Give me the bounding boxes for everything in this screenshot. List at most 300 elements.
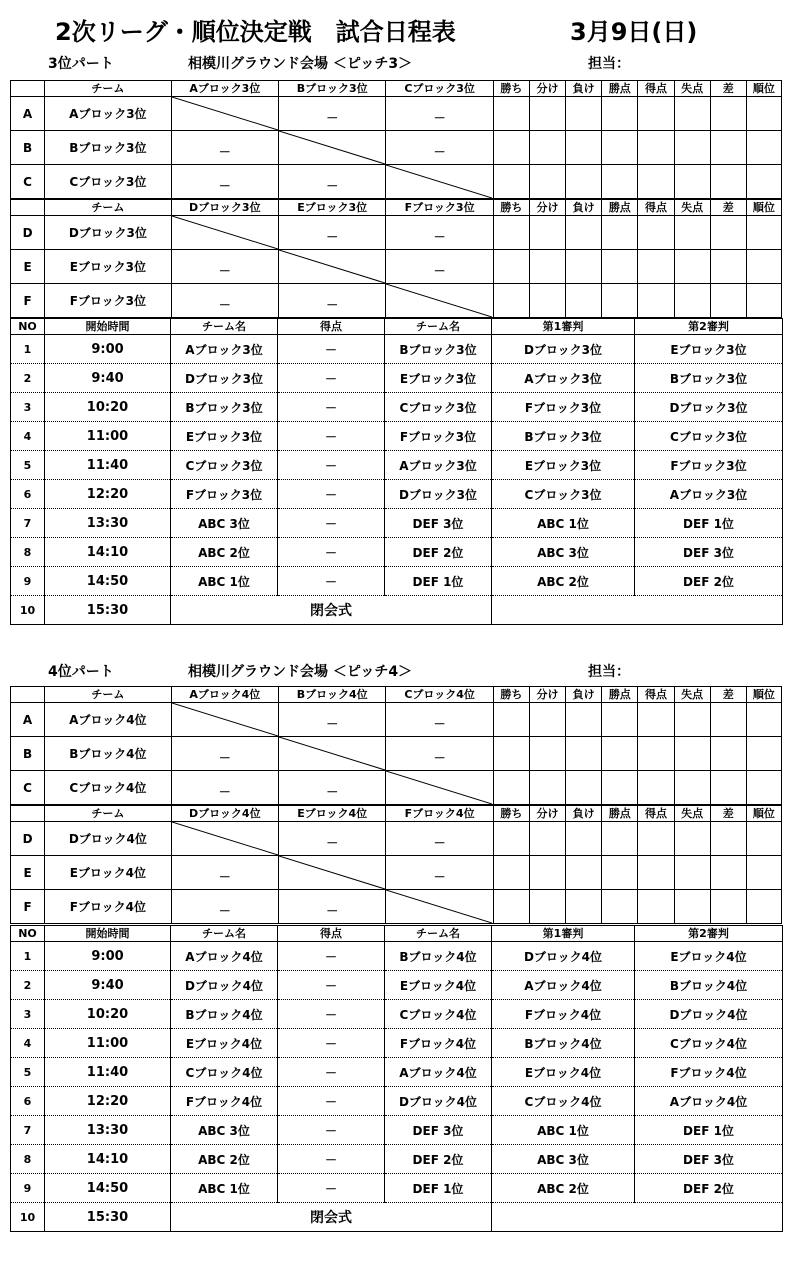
match-score: － (278, 942, 385, 971)
stat-cell (674, 250, 710, 284)
row-team: Eブロック4位 (45, 856, 171, 890)
result-cell: － (386, 703, 493, 737)
header-no: NO (11, 319, 45, 335)
league-row (11, 703, 782, 737)
match-score: － (278, 364, 385, 393)
header-ga: 失点 (674, 806, 710, 822)
match-row (11, 1145, 783, 1174)
match-score: － (278, 567, 385, 596)
match-row (11, 451, 783, 480)
header-time: 開始時間 (45, 319, 171, 335)
match-team2: DEF 2位 (385, 538, 492, 567)
stat-cell (746, 97, 781, 131)
result-cell: － (386, 737, 493, 771)
match-ref2: Aブロック4位 (635, 1087, 783, 1116)
match-ref2: Aブロック3位 (635, 480, 783, 509)
result-cell: － (279, 703, 386, 737)
stat-cell (493, 856, 529, 890)
row-team: Dブロック3位 (45, 216, 171, 250)
header-draws: 分け (529, 687, 565, 703)
header-ref2: 第2審判 (635, 926, 783, 942)
stat-cell (710, 856, 746, 890)
header-blank (11, 200, 45, 216)
match-no: 5 (11, 1058, 45, 1087)
self-match-cell (279, 250, 386, 284)
stat-cell (602, 822, 638, 856)
header-no: NO (11, 926, 45, 942)
stat-cell (746, 216, 781, 250)
stat-cell (566, 703, 602, 737)
match-no: 7 (11, 509, 45, 538)
match-row (11, 1087, 783, 1116)
closing-no: 10 (11, 596, 45, 625)
header-opponent: Dブロック4位 (171, 806, 278, 822)
result-cell: － (386, 216, 493, 250)
header-team: チーム (45, 81, 171, 97)
header-opponent: Bブロック3位 (279, 81, 386, 97)
closing-row (11, 1203, 783, 1232)
match-time: 11:40 (45, 451, 171, 480)
header-points: 勝点 (602, 687, 638, 703)
row-label: D (11, 216, 45, 250)
stat-cell (746, 856, 781, 890)
header-opponent: Fブロック4位 (386, 806, 493, 822)
closing-ceremony: 閉会式 (171, 1203, 492, 1232)
match-ref1: Fブロック4位 (492, 1000, 635, 1029)
stat-cell (674, 771, 710, 805)
stat-cell (602, 284, 638, 318)
header-draws: 分け (529, 806, 565, 822)
stat-cell (746, 822, 781, 856)
header-gf: 得点 (638, 81, 674, 97)
row-team: Cブロック4位 (45, 771, 171, 805)
stat-cell (710, 165, 746, 199)
header-draws: 分け (529, 81, 565, 97)
match-ref2: Cブロック3位 (635, 422, 783, 451)
self-match-cell (171, 822, 278, 856)
closing-blank (492, 1203, 783, 1232)
match-score: － (278, 393, 385, 422)
header-rank: 順位 (746, 81, 781, 97)
match-team1: ABC 1位 (171, 567, 278, 596)
match-ref1: Bブロック4位 (492, 1029, 635, 1058)
header-wins: 勝ち (493, 806, 529, 822)
self-match-cell (171, 703, 278, 737)
header-opponent: Aブロック4位 (171, 687, 278, 703)
match-ref2: DEF 3位 (635, 538, 783, 567)
match-team1: Cブロック3位 (171, 451, 278, 480)
match-ref2: DEF 1位 (635, 1116, 783, 1145)
league-table (10, 80, 782, 199)
result-cell: － (386, 856, 493, 890)
stat-cell (638, 131, 674, 165)
match-team2: Bブロック3位 (385, 335, 492, 364)
header-wins: 勝ち (493, 687, 529, 703)
self-match-cell (386, 771, 493, 805)
row-team: Bブロック4位 (45, 737, 171, 771)
title-main: 2次リーグ・順位決定戦 試合日程表 (55, 18, 456, 46)
match-team1: Fブロック4位 (171, 1087, 278, 1116)
match-team2: Fブロック3位 (385, 422, 492, 451)
stat-cell (674, 822, 710, 856)
league-table (10, 805, 782, 924)
stat-cell (566, 216, 602, 250)
result-cell: － (386, 250, 493, 284)
stat-cell (602, 737, 638, 771)
diagonal-line (386, 890, 492, 923)
stat-cell (529, 890, 565, 924)
row-team: Fブロック3位 (45, 284, 171, 318)
stat-cell (602, 890, 638, 924)
match-team1: Eブロック4位 (171, 1029, 278, 1058)
match-team1: ABC 2位 (171, 538, 278, 567)
match-ref1: Cブロック4位 (492, 1087, 635, 1116)
stat-cell (602, 771, 638, 805)
row-label: B (11, 131, 45, 165)
match-row (11, 422, 783, 451)
stat-cell (566, 165, 602, 199)
stat-cell (529, 250, 565, 284)
row-team: Cブロック3位 (45, 165, 171, 199)
header-draws: 分け (529, 200, 565, 216)
result-cell: － (279, 97, 386, 131)
match-score: － (278, 1058, 385, 1087)
row-team: Bブロック3位 (45, 131, 171, 165)
row-team: Aブロック4位 (45, 703, 171, 737)
league-header-row (11, 687, 782, 703)
result-cell: － (171, 284, 278, 318)
stat-cell (746, 131, 781, 165)
stat-cell (493, 165, 529, 199)
diagonal-line (279, 856, 385, 889)
stat-cell (638, 284, 674, 318)
row-label: C (11, 165, 45, 199)
match-team2: DEF 1位 (385, 567, 492, 596)
match-ref2: Fブロック4位 (635, 1058, 783, 1087)
header-gd: 差 (710, 81, 746, 97)
match-no: 8 (11, 538, 45, 567)
league-header-row (11, 806, 782, 822)
match-team1: Bブロック4位 (171, 1000, 278, 1029)
match-team1: Aブロック3位 (171, 335, 278, 364)
diagonal-line (172, 703, 278, 736)
result-cell: － (386, 131, 493, 165)
stat-cell (493, 771, 529, 805)
stat-cell (674, 737, 710, 771)
match-ref1: Aブロック3位 (492, 364, 635, 393)
stat-cell (638, 822, 674, 856)
header-blank (11, 81, 45, 97)
league-row (11, 890, 782, 924)
match-team2: DEF 2位 (385, 1145, 492, 1174)
match-team1: ABC 3位 (171, 1116, 278, 1145)
match-time: 14:10 (45, 538, 171, 567)
header-ga: 失点 (674, 200, 710, 216)
match-no: 9 (11, 567, 45, 596)
match-team2: Cブロック3位 (385, 393, 492, 422)
stat-cell (674, 890, 710, 924)
stat-cell (493, 822, 529, 856)
match-team2: DEF 3位 (385, 509, 492, 538)
header-gf: 得点 (638, 806, 674, 822)
stat-cell (602, 97, 638, 131)
match-score: － (278, 480, 385, 509)
header-time: 開始時間 (45, 926, 171, 942)
part-name: 4位パート (48, 664, 114, 680)
header-opponent: Aブロック3位 (171, 81, 278, 97)
header-wins: 勝ち (493, 81, 529, 97)
stat-cell (529, 737, 565, 771)
match-score: － (278, 509, 385, 538)
league-row (11, 737, 782, 771)
match-score: － (278, 1145, 385, 1174)
stat-cell (746, 250, 781, 284)
league-header-row (11, 200, 782, 216)
match-no: 1 (11, 335, 45, 364)
stat-cell (710, 703, 746, 737)
match-no: 2 (11, 364, 45, 393)
part-name: 3位パート (48, 56, 114, 72)
match-row (11, 1174, 783, 1203)
header-opponent: Bブロック4位 (279, 687, 386, 703)
match-time: 11:00 (45, 422, 171, 451)
header-points: 勝点 (602, 81, 638, 97)
part-header (10, 53, 785, 73)
stat-cell (746, 703, 781, 737)
header-ga: 失点 (674, 81, 710, 97)
header-rank: 順位 (746, 687, 781, 703)
result-cell: － (171, 890, 278, 924)
stat-cell (493, 250, 529, 284)
header-team1: チーム名 (171, 926, 278, 942)
stat-cell (674, 703, 710, 737)
match-team2: Aブロック4位 (385, 1058, 492, 1087)
self-match-cell (279, 856, 386, 890)
header-opponent: Eブロック4位 (279, 806, 386, 822)
stat-cell (746, 890, 781, 924)
match-ref1: Fブロック3位 (492, 393, 635, 422)
self-match-cell (171, 216, 278, 250)
match-no: 3 (11, 1000, 45, 1029)
header-opponent: Dブロック3位 (171, 200, 278, 216)
closing-time: 15:30 (45, 596, 171, 625)
stat-cell (710, 822, 746, 856)
schedule-header-row (11, 319, 783, 335)
header-score: 得点 (278, 926, 385, 942)
match-team1: ABC 1位 (171, 1174, 278, 1203)
stat-cell (529, 822, 565, 856)
match-ref1: Dブロック4位 (492, 942, 635, 971)
header-team2: チーム名 (385, 319, 492, 335)
match-time: 13:30 (45, 509, 171, 538)
match-time: 9:00 (45, 335, 171, 364)
match-team1: Aブロック4位 (171, 942, 278, 971)
league-table (10, 686, 782, 805)
match-ref1: ABC 1位 (492, 1116, 635, 1145)
stat-cell (529, 284, 565, 318)
match-team1: Bブロック3位 (171, 393, 278, 422)
header-team1: チーム名 (171, 319, 278, 335)
stat-cell (529, 771, 565, 805)
result-cell: － (279, 284, 386, 318)
match-time: 11:40 (45, 1058, 171, 1087)
stat-cell (566, 284, 602, 318)
match-row (11, 971, 783, 1000)
league-row (11, 165, 782, 199)
league-table (10, 199, 782, 318)
stat-cell (566, 856, 602, 890)
header-gd: 差 (710, 200, 746, 216)
closing-ceremony: 閉会式 (171, 596, 492, 625)
stat-cell (638, 216, 674, 250)
stat-cell (566, 250, 602, 284)
stat-cell (674, 284, 710, 318)
match-no: 8 (11, 1145, 45, 1174)
match-score: － (278, 538, 385, 567)
stat-cell (493, 97, 529, 131)
self-match-cell (386, 284, 493, 318)
closing-no: 10 (11, 1203, 45, 1232)
header-opponent: Cブロック3位 (386, 81, 493, 97)
match-team1: ABC 2位 (171, 1145, 278, 1174)
match-row (11, 1029, 783, 1058)
match-row (11, 480, 783, 509)
header-opponent: Cブロック4位 (386, 687, 493, 703)
match-ref1: Cブロック3位 (492, 480, 635, 509)
match-no: 7 (11, 1116, 45, 1145)
row-label: F (11, 284, 45, 318)
stat-cell (529, 165, 565, 199)
stat-cell (746, 737, 781, 771)
match-ref1: ABC 3位 (492, 538, 635, 567)
stat-cell (638, 771, 674, 805)
match-score: － (278, 335, 385, 364)
stat-cell (710, 737, 746, 771)
schedule-table (10, 318, 783, 625)
stat-cell (493, 284, 529, 318)
closing-blank (492, 596, 783, 625)
match-ref1: Eブロック3位 (492, 451, 635, 480)
match-ref1: ABC 1位 (492, 509, 635, 538)
stat-cell (493, 703, 529, 737)
row-team: Aブロック3位 (45, 97, 171, 131)
league-row (11, 216, 782, 250)
match-no: 9 (11, 1174, 45, 1203)
match-ref2: Bブロック4位 (635, 971, 783, 1000)
self-match-cell (386, 890, 493, 924)
header-team: チーム (45, 687, 171, 703)
league-row (11, 856, 782, 890)
match-team2: DEF 3位 (385, 1116, 492, 1145)
result-cell: － (171, 250, 278, 284)
schedule-table (10, 925, 783, 1232)
match-team1: Dブロック3位 (171, 364, 278, 393)
stat-cell (674, 856, 710, 890)
row-label: C (11, 771, 45, 805)
league-row (11, 284, 782, 318)
match-score: － (278, 451, 385, 480)
diagonal-line (279, 737, 385, 770)
row-label: A (11, 703, 45, 737)
stat-cell (493, 131, 529, 165)
stat-cell (602, 165, 638, 199)
result-cell: － (279, 216, 386, 250)
match-team2: Cブロック4位 (385, 1000, 492, 1029)
match-team1: Dブロック4位 (171, 971, 278, 1000)
match-no: 5 (11, 451, 45, 480)
header-ga: 失点 (674, 687, 710, 703)
match-no: 6 (11, 1087, 45, 1116)
row-team: Eブロック3位 (45, 250, 171, 284)
stat-cell (638, 856, 674, 890)
stat-cell (602, 216, 638, 250)
header-blank (11, 687, 45, 703)
match-team2: Dブロック3位 (385, 480, 492, 509)
row-label: A (11, 97, 45, 131)
match-score: － (278, 971, 385, 1000)
header-team2: チーム名 (385, 926, 492, 942)
stat-cell (602, 703, 638, 737)
row-team: Dブロック4位 (45, 822, 171, 856)
match-time: 9:00 (45, 942, 171, 971)
match-no: 3 (11, 393, 45, 422)
stat-cell (710, 250, 746, 284)
league-header-row (11, 81, 782, 97)
match-time: 12:20 (45, 480, 171, 509)
stat-cell (566, 131, 602, 165)
match-time: 10:20 (45, 393, 171, 422)
match-time: 12:20 (45, 1087, 171, 1116)
header-gf: 得点 (638, 687, 674, 703)
stat-cell (566, 822, 602, 856)
schedule-header-row (11, 926, 783, 942)
row-label: D (11, 822, 45, 856)
stat-cell (493, 737, 529, 771)
header-losses: 負け (566, 806, 602, 822)
row-label: F (11, 890, 45, 924)
row-team: Fブロック4位 (45, 890, 171, 924)
match-ref2: DEF 3位 (635, 1145, 783, 1174)
diagonal-line (172, 216, 278, 249)
stat-cell (746, 165, 781, 199)
row-label: E (11, 856, 45, 890)
match-ref1: Aブロック4位 (492, 971, 635, 1000)
stat-cell (674, 97, 710, 131)
self-match-cell (279, 131, 386, 165)
result-cell: － (171, 771, 278, 805)
match-time: 14:10 (45, 1145, 171, 1174)
match-ref2: Cブロック4位 (635, 1029, 783, 1058)
stat-cell (602, 856, 638, 890)
match-team1: ABC 3位 (171, 509, 278, 538)
match-team1: Cブロック4位 (171, 1058, 278, 1087)
stat-cell (529, 131, 565, 165)
header-ref1: 第1審判 (492, 319, 635, 335)
match-row (11, 335, 783, 364)
match-no: 6 (11, 480, 45, 509)
match-ref2: Fブロック3位 (635, 451, 783, 480)
diagonal-line (386, 165, 492, 198)
match-team2: Bブロック4位 (385, 942, 492, 971)
league-row (11, 250, 782, 284)
match-no: 1 (11, 942, 45, 971)
match-ref1: ABC 2位 (492, 567, 635, 596)
diagonal-line (172, 822, 278, 855)
match-team2: Fブロック4位 (385, 1029, 492, 1058)
header-points: 勝点 (602, 200, 638, 216)
league-row (11, 771, 782, 805)
header-team: チーム (45, 806, 171, 822)
